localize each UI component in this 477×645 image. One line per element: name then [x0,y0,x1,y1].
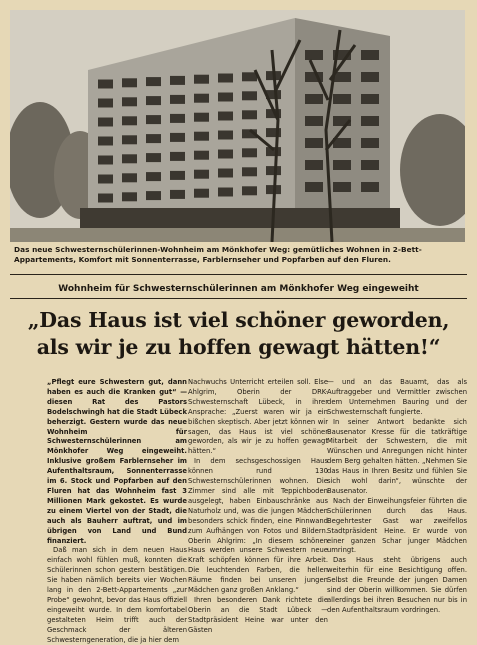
photo-window [170,190,185,199]
photo-window [333,182,351,192]
photo-window [218,93,233,102]
photo-window [361,182,379,192]
photo-window [146,172,161,181]
paragraph: Nachwuchs Unterricht erteilen soll. Else Ahlgrim, Oberin der DRK-Schwesternschaft Lübeck, in ihrer Ansprache: „Zuerst waren wir ja ein bißchen skeptisch. Aber jetzt können wir sagen, das Haus ist viel schöner geworden, als wir je zu hoffen gewagt hätten.“ [188,378,328,456]
paragraph: — und an das Bauamt, das als Auftraggeber und Vermittler zwischen dem Unternehmen Bauring und der Schwesternschaft fungierte. [327,378,467,416]
photo-window [305,50,323,60]
photo-window [218,131,233,140]
photo-window [242,167,257,176]
photo-window [361,138,379,148]
photo-window [170,114,185,123]
photo-window [361,72,379,82]
headline-line-1: „Das Haus ist viel schöner geworden, [27,308,450,332]
photo-window [361,50,379,60]
photo-lawn [10,228,465,242]
photo-window [170,133,185,142]
photo-window [194,151,209,160]
paragraph: Das Haus steht übrigens auch weiterhin für eine Besichtigung offen. Selbst die Freunde der jungen Damen sind der Oberin willkommen. Sie dürfen allerdings bei ihren Besuchen nur bis in den Aufenthaltsraum vordringen. [327,556,467,614]
photo-window [98,137,113,146]
photo-window [98,80,113,89]
photo-window [333,94,351,104]
photo-window [218,188,233,197]
photo-window [305,116,323,126]
photo-window [122,192,137,201]
photo-window [242,148,257,157]
photo-window [242,110,257,119]
photo-window [242,186,257,195]
photo-window [122,154,137,163]
photo-window [98,99,113,108]
photo-window [361,94,379,104]
photo-window [194,94,209,103]
photo-window [122,97,137,106]
headline-line-2: als wir je zu hoffen gewagt hätten!“ [36,335,441,359]
photo-window [194,75,209,84]
lead-paragraph: „Pflegt eure Schwestern gut, dann haben es auch die Kranken gut“ — diesen Rat des Pastors Bodelschwingh hat die Stadt Lübeck beherzigt. Gestern wurde das neue Wohnheim für Schwesternschülerinnen am Mönkhofer Weg eingeweiht. Inklusive großem Farblernseher im Aufenthaltsraum, Sonnenterrasse im 6. Stock und Popfarben auf den Fluren hat das Wohnheim fast 3 Millionen Mark gekostet. Es wurde zu einem Viertel von der Stadt, die auch als Bauherr auftrat, und im übrigen von Land und Bund finanziert. [47,378,187,545]
photo-window [98,118,113,127]
photo-window [122,78,137,87]
photo-window [194,189,209,198]
photo-window [218,169,233,178]
photo-window [218,150,233,159]
photo-window [305,94,323,104]
photo-window [218,112,233,121]
photo-window [98,156,113,165]
kicker-rule [10,298,467,299]
photo-window [266,166,281,175]
paragraph: In seiner Antwort bedankte sich Bausenator Kresse für die tatkräftige Mitarbeit der Schwestern, die mit Wünschen und Anregungen nicht hinter dem Berg gehalten hätten. „Nehmen Sie das Haus in Ihren Besitz und fühlen Sie sich wohl darin“, wünschte der Bausenator. [327,417,467,495]
photo-window [122,135,137,144]
photo-window [361,116,379,126]
photo-window [242,72,257,81]
photo-window [122,173,137,182]
kicker: Wohnheim für Schwesternschülerinnen am Mönkhofer Weg eingeweiht [58,284,419,294]
photo-window [218,74,233,83]
paragraph: Ihren besonderen Dank richtete die Oberin an die Stadt Lübeck — Stadtpräsident Heine war unter den Gästen [188,595,328,634]
photo-window [333,160,351,170]
photo-window [98,194,113,203]
top-rule [10,274,467,275]
photo-window [146,77,161,86]
photo-window [194,113,209,122]
column-1 [47,378,187,645]
photo-window [146,191,161,200]
photo-window [146,115,161,124]
column-3 [327,378,467,616]
photo-window [170,76,185,85]
photo-window [194,132,209,141]
photo-window [170,95,185,104]
column-2 [188,378,328,636]
building-photo [10,10,465,242]
photo-window [122,116,137,125]
paragraph: Nach der Einweihungsfeier führten die Schülerinnen durch das Haus. Begehrtester Gast war zweifellos Stadtpräsident Heine. Er wurde von einer ganzen Schar junger Mädchen umringt. [327,496,467,555]
photo-caption: Das neue Schwesternschülerinnen-Wohnheim am Mönkhofer Weg: gemütliches Wohnen in 2-Bett-Appartements, Komfort mit Sonnenterrasse, Farblernseher und Popfarben auf den Fluren. [14,245,422,264]
photo-window [170,152,185,161]
photo-window [305,182,323,192]
photo-window [242,91,257,100]
headline [10,307,467,361]
photo-window [305,160,323,170]
photo-window [361,160,379,170]
photo-window [194,170,209,179]
photo-window [170,171,185,180]
photo-window [305,138,323,148]
paragraph: In dem sechsgeschossigen Haus können rund 130 Schwesternschülerinnen wohnen. Die Zimmer sind alle mit Teppichboden ausgelegt, haben Einbauschränke aus Naturholz und, was die jungen Mädchen besonders schick finden, eine Pinnwand zum Aufhängen von Fotos und Bildern. Oberin Ahlgrim: „In diesem schönen Haus werden unsere Schwestern neue Kraft schöpfen können für ihre Arbeit. Die leuchtenden Farben, die hellen Räume finden bei unseren jungen Mädchen ganz großen Anklang.“ [188,457,328,595]
building-photo-icon [10,10,465,242]
photo-window [146,96,161,105]
photo-window [146,134,161,143]
photo-window [146,153,161,162]
photo-window [98,175,113,184]
paragraph: Daß man sich in dem neuen Haus einfach wohl fühlen muß, konnten die Schülerinnen schon gestern bestätigen. Sie haben nämlich bereits vier Wochen lang in den 2-Bett-Appartements „zur Probe“ gewohnt, bevor das Haus offiziell eingeweiht wurde. In dem komfortabel gestalteten Heim trifft auch der Geschmack der älteren Schwesterngeneration, die ja hier dem [47,546,187,644]
